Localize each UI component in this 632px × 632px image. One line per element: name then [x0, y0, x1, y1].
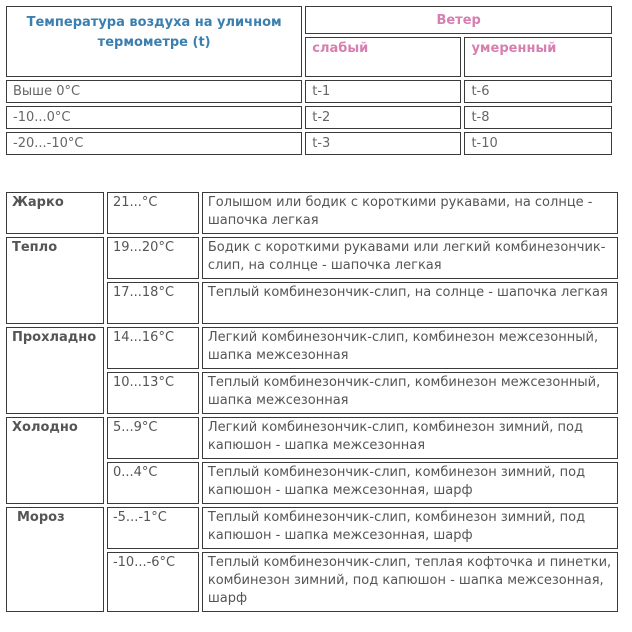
range-cell: 5...9°С [107, 417, 199, 459]
moderate-wind-header: умеренный [464, 37, 612, 77]
clothing-table [3, 189, 621, 615]
temp-cell: -20...-10°С [6, 132, 302, 155]
moderate-cell: t-6 [464, 80, 612, 103]
clothing-cell: Теплый комбинезончик-слип, комбинезон зимний, под капюшон - шапка межсезонная, шарф [202, 462, 618, 504]
weak-wind-header: слабый [305, 37, 461, 77]
range-cell: 19...20°С [107, 237, 199, 279]
clothing-cell: Теплый комбинезончик-слип, на солнце - шапочка легкая [202, 282, 618, 324]
range-cell: -10...-6°С [107, 552, 199, 612]
table-row [6, 106, 612, 129]
category-cool: Прохладно [6, 327, 104, 414]
table-row [6, 327, 618, 369]
temp-header: Температура воздуха на уличном термометре (t) [6, 6, 302, 77]
moderate-cell: t-8 [464, 106, 612, 129]
range-cell: 14...16°С [107, 327, 199, 369]
category-warm: Тепло [6, 237, 104, 324]
category-hot: Жарко [6, 192, 104, 234]
table-row [6, 132, 612, 155]
range-cell: 0...4°С [107, 462, 199, 504]
range-cell: -5...-1°С [107, 507, 199, 549]
clothing-cell: Теплый комбинезончик-слип, комбинезон межсезонный, шапка межсезонная [202, 372, 618, 414]
moderate-cell: t-10 [464, 132, 612, 155]
clothing-cell: Голышом или бодик с короткими рукавами, на солнце - шапочка легкая [202, 192, 618, 234]
table-row [6, 507, 618, 549]
clothing-cell: Бодик с короткими рукавами или легкий комбинезончик-слип, на солнце - шапочка легкая [202, 237, 618, 279]
clothing-cell: Теплый комбинезончик-слип, комбинезон зимний, под капюшон - шапка межсезонная, шарф [202, 507, 618, 549]
table-row [6, 80, 612, 103]
weak-cell: t-2 [305, 106, 461, 129]
weak-cell: t-3 [305, 132, 461, 155]
table-row [6, 417, 618, 459]
temp-cell: -10...0°С [6, 106, 302, 129]
clothing-cell: Легкий комбинезончик-слип, комбинезон межсезонный, шапка межсезонная [202, 327, 618, 369]
weak-cell: t-1 [305, 80, 461, 103]
table-row [6, 192, 618, 234]
range-cell: 21...°С [107, 192, 199, 234]
wind-header: Ветер [305, 6, 612, 34]
range-cell: 17...18°С [107, 282, 199, 324]
clothing-cell: Легкий комбинезончик-слип, комбинезон зимний, под капюшон - шапка межсезонная [202, 417, 618, 459]
category-frost: Мороз [6, 507, 104, 612]
wind-adjustment-table [3, 3, 615, 158]
temp-cell: Выше 0°С [6, 80, 302, 103]
range-cell: 10...13°С [107, 372, 199, 414]
category-cold: Холодно [6, 417, 104, 504]
clothing-cell: Теплый комбинезончик-слип, теплая кофточка и пинетки, комбинезон зимний, под капюшон - шапка межсезонная, шарф [202, 552, 618, 612]
table-row [6, 237, 618, 279]
